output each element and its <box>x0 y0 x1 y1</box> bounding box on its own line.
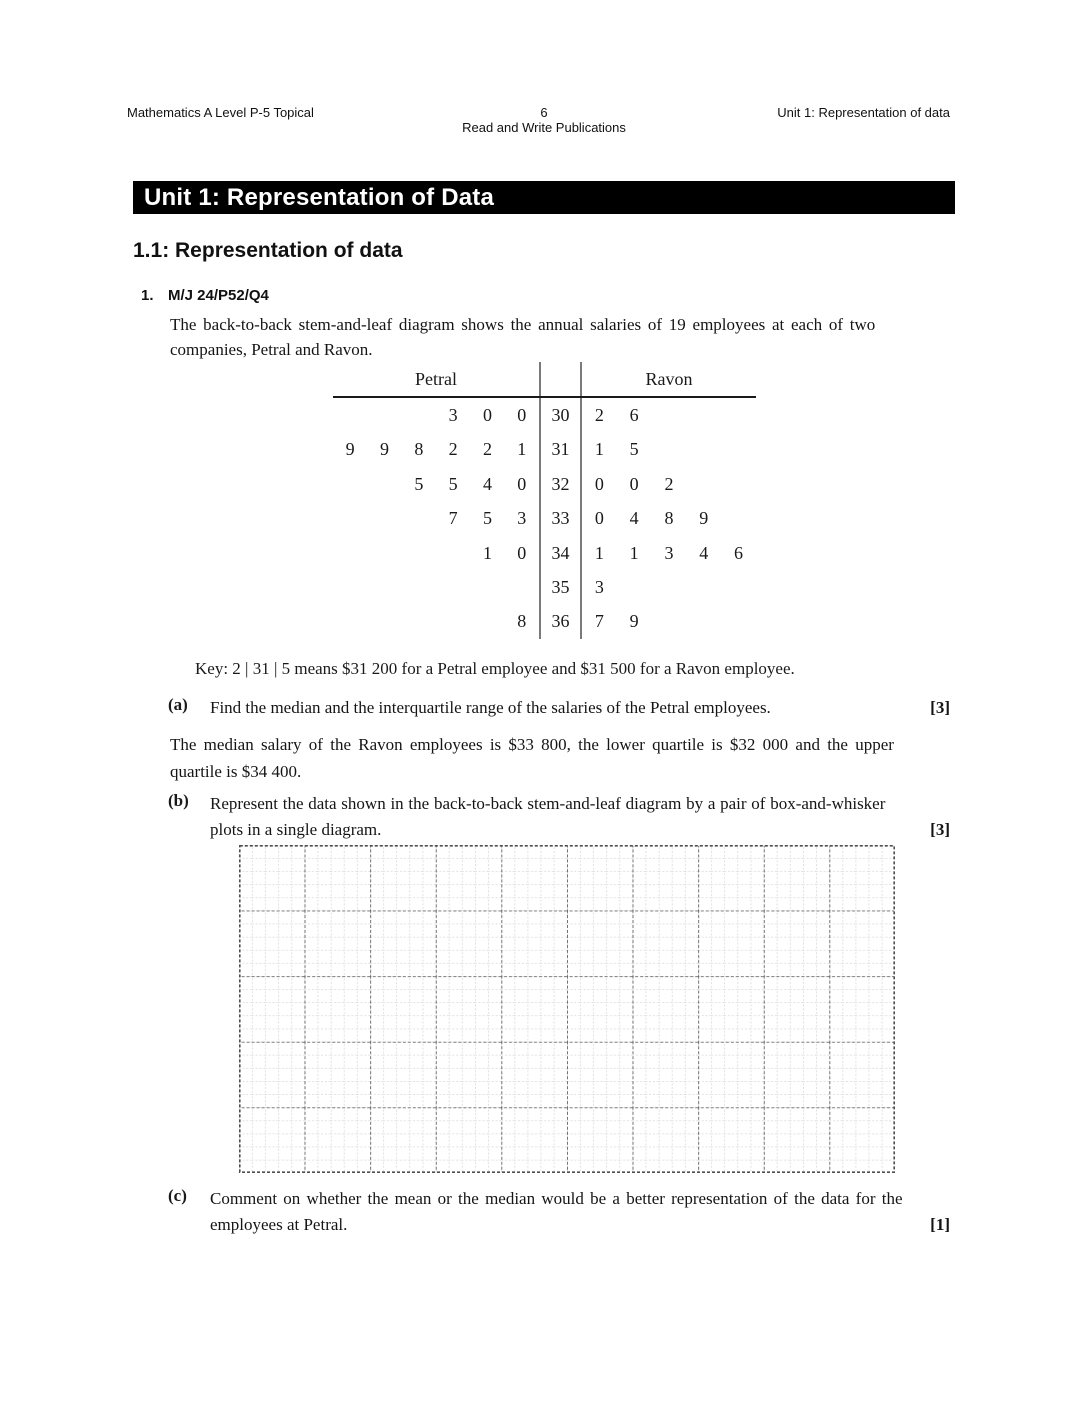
petral-leaf-cell: 2 <box>448 439 458 460</box>
ravon-leaf-cell <box>721 432 756 466</box>
question-intro <box>170 312 948 362</box>
stem-leaf-row <box>333 501 756 535</box>
part-c <box>210 1186 950 1238</box>
question-heading <box>141 287 269 304</box>
ravon-column-title: Ravon <box>645 369 693 389</box>
ravon-leaf-cell: 0 <box>629 473 639 494</box>
petral-leaf-cell <box>367 398 401 432</box>
ravon-leaf-cell: 2 <box>664 473 674 494</box>
petral-leaf-cell <box>436 604 470 638</box>
petral-leaf-cell: 8 <box>517 611 527 632</box>
stem-leaf-row <box>333 604 756 638</box>
ravon-leaf-cell: 3 <box>594 576 604 597</box>
stem-cell: 34 <box>539 536 582 570</box>
petral-leaf-cell <box>333 398 367 432</box>
stem-and-leaf-diagram <box>333 362 756 639</box>
ravon-leaf-cell: 3 <box>664 542 674 563</box>
ravon-leaf-cell: 1 <box>594 439 604 460</box>
ravon-leaf-cell <box>652 432 687 466</box>
part-c-line: Comment on whether the mean or the median would be a better representation of the data for the <box>210 1189 903 1208</box>
petral-leaf-cell <box>367 501 401 535</box>
note-line: The median salary of the Ravon employees is $33 800, the lower quartile is $32 000 and the upper <box>170 735 894 754</box>
ravon-leaf-cell: 0 <box>594 473 604 494</box>
page-number: 6 <box>540 105 548 120</box>
ravon-leaf-cell <box>617 570 652 604</box>
ravon-leaf-cell: 6 <box>734 542 744 563</box>
ravon-leaf-cell: 6 <box>629 405 639 425</box>
petral-leaf-cell: 7 <box>448 508 458 529</box>
petral-leaf-cell <box>402 398 436 432</box>
ravon-leaf-cell: 1 <box>594 542 604 563</box>
ravon-leaf-cell <box>652 398 687 432</box>
petral-leaf-cell: 1 <box>517 439 527 460</box>
petral-leaf-cell <box>333 570 367 604</box>
petral-leaf-cell <box>367 536 401 570</box>
petral-leaf-cell <box>402 604 436 638</box>
petral-leaf-cell <box>333 604 367 638</box>
petral-leaf-cell <box>333 536 367 570</box>
petral-leaf-cell: 0 <box>517 473 527 494</box>
stem-cell: 30 <box>539 398 582 432</box>
petral-leaf-cell <box>367 604 401 638</box>
stem-leaf-header <box>333 362 756 396</box>
petral-leaf-cell <box>436 570 470 604</box>
petral-leaf-cell: 5 <box>448 473 458 494</box>
ravon-leaf-cell: 9 <box>699 508 709 529</box>
question-number: 1. <box>141 287 154 304</box>
ravon-quartile-note <box>170 731 948 785</box>
answer-grid-area <box>239 845 895 1173</box>
ravon-leaf-cell <box>686 432 721 466</box>
stem-leaf-key: Key: 2 | 31 | 5 means $31 200 for a Petral employee and $31 500 for a Ravon employee. <box>195 659 795 678</box>
note-line: quartile is $34 400. <box>170 762 302 781</box>
petral-leaf-cell <box>402 501 436 535</box>
part-c-line: employees at Petral. <box>210 1215 348 1234</box>
petral-leaf-cell: 5 <box>414 473 424 494</box>
stem-leaf-row <box>333 536 756 570</box>
part-b-line: plots in a single diagram. <box>210 820 382 839</box>
graph-paper-grid <box>239 845 895 1173</box>
petral-leaf-cell: 0 <box>482 405 492 425</box>
ravon-leaf-cell: 4 <box>629 508 639 529</box>
ravon-leaf-cell <box>721 570 756 604</box>
ravon-leaf-cell: 0 <box>594 508 604 529</box>
petral-leaf-cell: 5 <box>482 508 492 529</box>
ravon-leaf-cell <box>721 501 756 535</box>
stem-cell: 32 <box>539 467 582 501</box>
ravon-leaf-cell <box>652 604 687 638</box>
part-a-marks: [3] <box>930 698 950 717</box>
petral-leaf-cell <box>367 570 401 604</box>
petral-leaf-cell: 9 <box>379 439 389 460</box>
ravon-leaf-cell: 7 <box>594 611 604 632</box>
petral-leaf-cell <box>505 570 539 604</box>
ravon-leaf-cell: 2 <box>594 405 604 425</box>
part-b-line: Represent the data shown in the back-to-back stem-and-leaf diagram by a pair of box-and-whisker <box>210 794 886 813</box>
ravon-leaf-cell <box>721 604 756 638</box>
part-c-label: (c) <box>168 1186 187 1205</box>
part-c-marks: [1] <box>930 1215 950 1234</box>
ravon-leaf-cell <box>686 604 721 638</box>
petral-leaf-cell: 1 <box>482 542 492 563</box>
stem-cell: 31 <box>539 432 582 466</box>
stem-leaf-rows <box>333 398 756 639</box>
stem-leaf-row <box>333 570 756 604</box>
petral-leaf-cell: 3 <box>448 405 458 425</box>
petral-leaf-cell <box>333 501 367 535</box>
intro-line: companies, Petral and Ravon. <box>170 340 373 359</box>
intro-line: The back-to-back stem-and-leaf diagram shows the annual salaries of 19 employees at each of two <box>170 315 876 334</box>
petral-leaf-cell <box>367 467 401 501</box>
part-b-label: (b) <box>168 791 189 810</box>
ravon-leaf-cell: 5 <box>629 439 639 460</box>
petral-leaf-cell <box>333 467 367 501</box>
petral-leaf-cell: 0 <box>517 542 527 563</box>
petral-leaf-cell: 9 <box>345 439 355 460</box>
part-a-label: (a) <box>168 695 188 714</box>
petral-leaf-cell <box>436 536 470 570</box>
header-right-title: Unit 1: Representation of data <box>777 105 950 120</box>
stem-cell: 36 <box>539 604 582 638</box>
question-reference: M/J 24/P52/Q4 <box>168 287 269 304</box>
part-a <box>210 695 950 720</box>
petral-leaf-cell: 3 <box>517 508 527 529</box>
petral-leaf-cell: 2 <box>482 439 492 460</box>
stem-cell: 33 <box>539 501 582 535</box>
petral-leaf-cell <box>470 570 504 604</box>
stem-leaf-row <box>333 467 756 501</box>
unit-banner: Unit 1: Representation of Data <box>133 181 955 214</box>
ravon-leaf-cell <box>686 398 721 432</box>
ravon-leaf-cell <box>652 570 687 604</box>
ravon-leaf-cell: 9 <box>629 611 639 632</box>
petral-column-title: Petral <box>415 369 457 389</box>
petral-leaf-cell <box>470 604 504 638</box>
stem-leaf-row <box>333 432 756 466</box>
ravon-leaf-cell: 8 <box>664 508 674 529</box>
ravon-leaf-cell <box>686 467 721 501</box>
stem-cell: 35 <box>539 570 582 604</box>
ravon-leaf-cell <box>721 467 756 501</box>
stem-column-header-space <box>539 362 582 396</box>
ravon-leaf-cell <box>721 398 756 432</box>
ravon-leaf-cell: 1 <box>629 542 639 563</box>
petral-leaf-cell: 8 <box>414 439 424 460</box>
part-b <box>210 791 950 843</box>
ravon-leaf-cell <box>686 570 721 604</box>
part-b-marks: [3] <box>930 820 950 839</box>
publisher-name: Read and Write Publications <box>462 120 626 135</box>
petral-leaf-cell: 4 <box>482 473 492 494</box>
part-a-text: Find the median and the interquartile range of the salaries of the Petral employees. <box>210 698 771 717</box>
stem-leaf-row <box>333 398 756 432</box>
petral-leaf-cell: 0 <box>517 405 527 425</box>
section-heading: 1.1: Representation of data <box>133 239 403 262</box>
header-left-title: Mathematics A Level P-5 Topical <box>127 105 314 120</box>
petral-leaf-cell <box>402 570 436 604</box>
petral-leaf-cell <box>402 536 436 570</box>
ravon-leaf-cell: 4 <box>699 542 709 563</box>
